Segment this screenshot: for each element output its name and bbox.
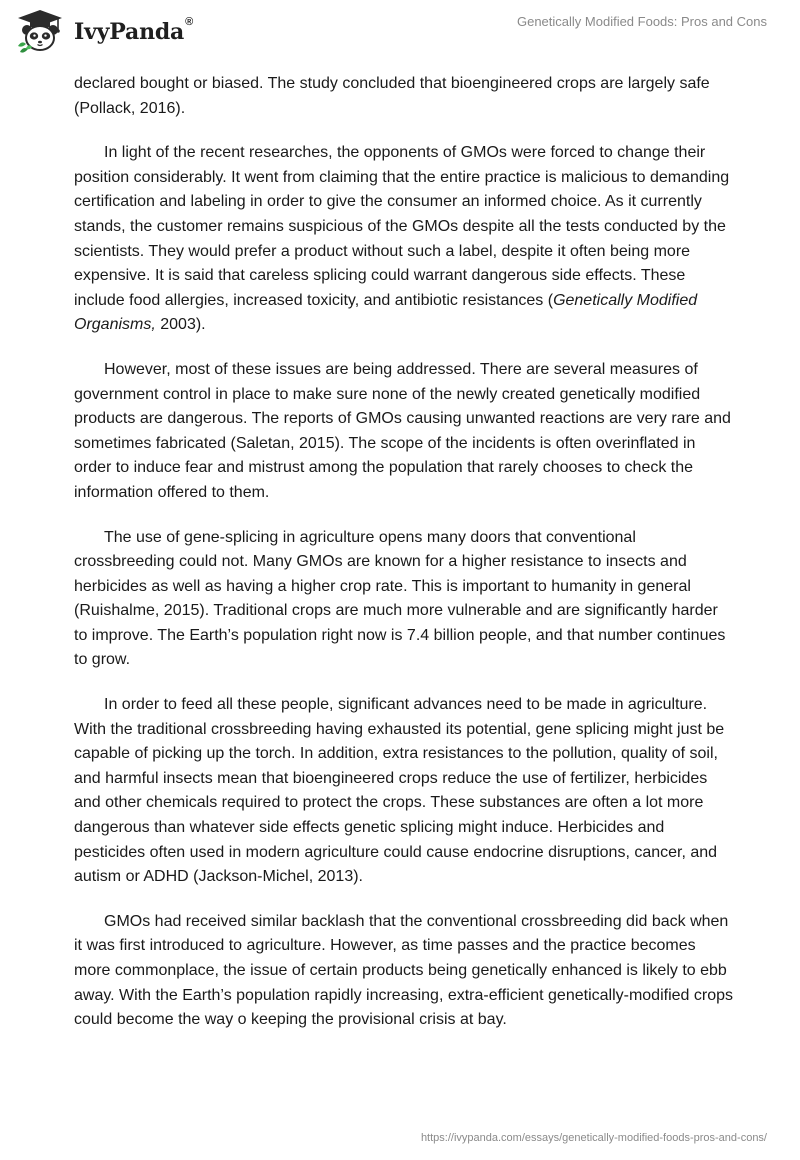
registered-mark: ® bbox=[185, 16, 194, 28]
paragraph-1: declared bought or biased. The study concluded that bioengineered crops are largely safe (Pollack, 2016). bbox=[74, 75, 710, 117]
citation-title: Genetically Modified Organisms, bbox=[74, 291, 698, 334]
logo-wordmark bbox=[74, 16, 194, 45]
paragraph-2-end: 2003). bbox=[155, 316, 206, 334]
paragraph-5: In order to feed all these people, significant advances need to be made in agriculture. With the traditional crossbreeding having exhausted its potential, gene splicing might just be capable of picking up the torch. In addition, extra resistances to the pollution, quality of soil, and harmful insects mean that bioengineered crops reduce the use of fertilizer, herbicides and other chemicals required to protect the crops. These substances are often a lot more dangerous than whatever side effects genetic splicing might induce. Herbicides and pesticides often used in modern agriculture could cause endocrine disruptions, cancer, and autism or ADHD (Jackson-Michel, 2013). bbox=[74, 696, 725, 886]
paragraph-2 bbox=[74, 141, 734, 338]
document-title: Genetically Modified Foods: Pros and Cons bbox=[516, 14, 767, 29]
panda-graduation-cap-icon bbox=[14, 8, 66, 54]
paragraph-6: GMOs had received similar backlash that the conventional crossbreeding did back when it was first introduced to agriculture. However, as time passes and the practice becomes more commonplace, the issue of certain products being genetically enhanced is likely to ebb away. With the Earth’s population rapidly increasing, extra-efficient genetically-modified crops could become the way o keeping the provisional crisis at bay. bbox=[74, 912, 733, 1029]
paragraph-2-text: In light of the recent researches, the opponents of GMOs were forced to change their position considerably. It went from claiming that the entire practice is malicious to demanding certification and labeling in order to give the consumer an informed choice. As it currently stands, the customer remains suspicious of the GMOs despite all the tests conducted by the scientists. They would prefer a product without such a label, despite it often being more expensive. It is said that careless splicing could warrant dangerous side effects. These include food allergies, increased toxicity, and antibiotic resistances ( bbox=[74, 144, 730, 309]
paragraph-4: The use of gene-splicing in agriculture opens many doors that conventional crossbreeding could not. Many GMOs are known for a higher resistance to insects and herbicides as well as having a higher crop rate. This is important to humanity in general (Ruishalme, 2015). Traditional crops are much more vulnerable and are significantly harder to improve. The Earth’s population right now is 7.4 billion people, and that number continues to grow. bbox=[74, 528, 726, 669]
page-header bbox=[0, 0, 800, 70]
ivypanda-logo-link[interactable] bbox=[14, 8, 193, 54]
source-url-link[interactable]: https://ivypanda.com/essays/genetically-modified-foods-pros-and-cons/ bbox=[420, 1132, 767, 1144]
logo-name: IvyPanda bbox=[74, 19, 185, 45]
essay-body bbox=[74, 72, 734, 1053]
paragraph-3: However, most of these issues are being addressed. There are several measures of government control in place to make sure none of the newly created genetically modified products are dangerous. The reports of GMOs causing unwanted reactions are very rare and sometimes fabricated (Saletan, 2015). The scope of the incidents is often overinflated in order to induce fear and mistrust among the population that rarely chooses to check the information offered to them. bbox=[74, 360, 731, 501]
